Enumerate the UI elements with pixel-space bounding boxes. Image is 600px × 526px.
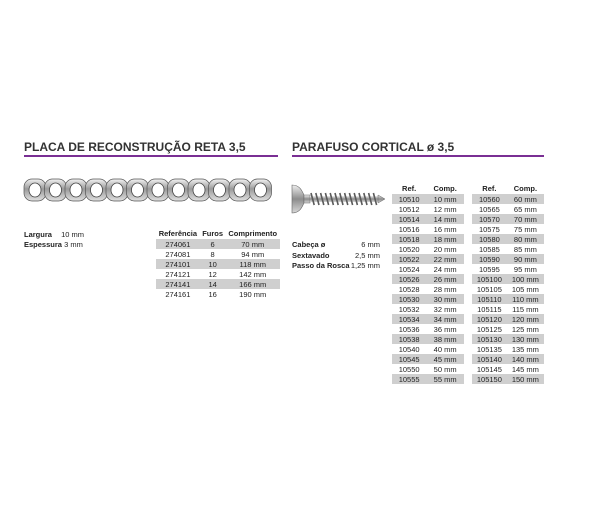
plate-spec-thickness <box>24 240 83 249</box>
screw-spec-hex-value: 2,5 mm <box>354 250 380 260</box>
screw-right-cell: 10570 <box>472 214 507 224</box>
screw-left-cell: 36 mm <box>433 324 457 334</box>
table-row <box>472 324 544 334</box>
screw-left-cell: 10534 <box>392 314 426 324</box>
plate-hole <box>152 183 164 197</box>
screw-left-cell: 10550 <box>398 364 420 374</box>
screw-right-cell: 80 mm <box>507 234 544 244</box>
screw-right-cell: 105 mm <box>511 284 539 294</box>
screw-right-cell: 150 mm <box>507 374 544 384</box>
screw-right-cell: 135 mm <box>511 344 539 354</box>
screw-right-cell: 110 mm <box>507 294 544 304</box>
screw-right-cell: 90 mm <box>507 254 544 264</box>
screw-right-cell: 105130 <box>472 334 507 344</box>
plate-table <box>156 228 280 299</box>
screw-right-col-ref: Ref. <box>482 184 497 193</box>
screw-right-cell: 140 mm <box>507 354 544 364</box>
table-row <box>156 289 280 299</box>
cortical-screw-image <box>290 183 386 215</box>
screw-spec-head-value: 6 mm <box>361 240 380 249</box>
screw-left-cell: 32 mm <box>433 304 457 314</box>
screw-right-cell: 10580 <box>472 234 507 244</box>
table-row <box>472 194 544 204</box>
screw-right-cell: 75 mm <box>513 224 537 234</box>
plate-table-cell: 190 mm <box>239 289 267 299</box>
plate-col-holes: Furos <box>202 229 224 238</box>
screw-left-cell: 10540 <box>398 344 420 354</box>
screw-spec-hex <box>292 251 380 262</box>
screw-right-cell: 10595 <box>478 264 500 274</box>
screw-left-col-ref: Ref. <box>402 184 417 193</box>
table-row <box>156 279 280 289</box>
screw-table-right <box>472 183 544 384</box>
screw-left-cell: 38 mm <box>426 334 464 344</box>
plate-table-cell: 274061 <box>156 239 200 249</box>
plate-hole <box>234 183 246 197</box>
screw-left-cell: 10516 <box>398 224 420 234</box>
screw-left-cell: 50 mm <box>433 364 457 374</box>
plate-table-cell: 118 mm <box>225 259 280 269</box>
plate-spec-width-value: 10 mm <box>61 230 85 239</box>
screw-left-cell: 10532 <box>398 304 420 314</box>
plate-table-cell: 166 mm <box>225 279 280 289</box>
plate-hole <box>29 183 41 197</box>
plate-col-reference: Referência <box>158 229 198 238</box>
plate-table-cell: 142 mm <box>239 269 267 279</box>
screw-right-cell: 60 mm <box>507 194 544 204</box>
plate-table-cell: 8 <box>210 249 215 259</box>
table-row <box>156 269 280 279</box>
screw-left-cell: 10 mm <box>426 194 464 204</box>
screw-title: PARAFUSO CORTICAL ø 3,5 <box>292 140 455 154</box>
screw-left-cell: 10524 <box>398 264 420 274</box>
table-row <box>472 234 544 244</box>
screw-left-cell: 16 mm <box>433 224 457 234</box>
screw-right-cell: 85 mm <box>513 244 537 254</box>
plate-hole <box>132 183 144 197</box>
table-row <box>156 259 280 269</box>
plate-spec-thickness-value: 3 mm <box>64 240 83 249</box>
screw-right-cell: 65 mm <box>513 204 537 214</box>
screw-right-cell: 125 mm <box>511 324 539 334</box>
table-row <box>156 239 280 249</box>
table-row <box>392 274 464 284</box>
screw-right-cell: 10590 <box>472 254 507 264</box>
screw-left-cell: 10520 <box>398 244 420 254</box>
screw-right-col-length: Comp. <box>513 184 538 193</box>
screw-left-cell: 14 mm <box>426 214 464 224</box>
screw-table-right-header <box>472 183 544 194</box>
screw-spec-head-label: Cabeça ø <box>292 240 326 249</box>
plate-table-cell: 274121 <box>165 269 191 279</box>
screw-left-cell: 12 mm <box>433 204 457 214</box>
table-row <box>156 249 280 259</box>
table-row <box>392 224 464 234</box>
plate-table-header <box>156 228 280 239</box>
screw-right-cell: 95 mm <box>513 264 537 274</box>
screw-right-cell: 145 mm <box>511 364 539 374</box>
screw-spec-pitch <box>292 261 380 272</box>
screw-left-cell: 28 mm <box>433 284 457 294</box>
plate-table-cell: 94 mm <box>241 249 265 259</box>
screw-spec-head <box>292 240 380 251</box>
plate-table-cell: 274081 <box>165 249 191 259</box>
screw-right-cell: 105145 <box>476 364 502 374</box>
table-row <box>392 304 464 314</box>
screw-right-cell: 10565 <box>478 204 500 214</box>
table-row <box>472 364 544 374</box>
screw-left-cell: 22 mm <box>426 254 464 264</box>
table-row <box>472 334 544 344</box>
screw-right-cell: 10575 <box>478 224 500 234</box>
table-row <box>392 374 464 384</box>
table-row <box>392 294 464 304</box>
plate-table-cell: 16 <box>208 289 217 299</box>
plate-hole <box>111 183 123 197</box>
screw-right-cell: 70 mm <box>507 214 544 224</box>
plate-table-cell: 274141 <box>156 279 200 289</box>
screw-right-cell: 10585 <box>478 244 500 254</box>
screw-table-left-header <box>392 183 464 194</box>
screw-right-cell: 105120 <box>472 314 507 324</box>
screw-right-cell: 105140 <box>472 354 507 364</box>
screw-spec-hex-label: Sextavado <box>292 250 330 260</box>
screw-right-cell: 10560 <box>472 194 507 204</box>
plate-spec-width-label: Largura <box>24 230 52 239</box>
plate-table-cell: 14 <box>200 279 226 289</box>
plate-table-cell: 6 <box>200 239 226 249</box>
plate-table-cell: 70 mm <box>225 239 280 249</box>
screw-left-cell: 10536 <box>398 324 420 334</box>
screw-left-cell: 10526 <box>392 274 426 284</box>
screw-right-cell: 105100 <box>472 274 507 284</box>
screw-left-cell: 10545 <box>392 354 426 364</box>
table-row <box>472 204 544 214</box>
screw-spec-pitch-label: Passo da Rosca <box>292 261 350 270</box>
table-row <box>472 314 544 324</box>
plate-hole <box>255 183 267 197</box>
screw-left-cell: 10510 <box>392 194 426 204</box>
plate-title-rule <box>24 155 278 157</box>
table-row <box>392 364 464 374</box>
table-row <box>472 254 544 264</box>
screw-left-cell: 10555 <box>392 374 426 384</box>
screw-right-cell: 105110 <box>472 294 507 304</box>
table-row <box>392 234 464 244</box>
screw-left-cell: 10522 <box>392 254 426 264</box>
plate-col-length: Comprimento <box>228 229 278 238</box>
table-row <box>472 354 544 364</box>
plate-table-cell: 10 <box>200 259 226 269</box>
screw-right-cell: 105125 <box>476 324 502 334</box>
table-row <box>392 244 464 254</box>
screw-left-cell: 10538 <box>392 334 426 344</box>
screw-right-cell: 105135 <box>476 344 502 354</box>
table-row <box>472 224 544 234</box>
plate-hole <box>91 183 103 197</box>
screw-right-cell: 105150 <box>472 374 507 384</box>
table-row <box>472 214 544 224</box>
table-row <box>472 264 544 274</box>
table-row <box>392 354 464 364</box>
screw-right-cell: 120 mm <box>507 314 544 324</box>
plate-spec-thickness-label: Espessura <box>24 240 62 249</box>
screw-left-cell: 10528 <box>398 284 420 294</box>
table-row <box>392 314 464 324</box>
screw-left-cell: 10518 <box>392 234 426 244</box>
screw-left-col-length: Comp. <box>433 184 457 193</box>
plate-table-cell: 274101 <box>156 259 200 269</box>
plate-title: PLACA DE RECONSTRUÇÃO RETA 3,5 <box>24 140 246 154</box>
table-row <box>472 294 544 304</box>
plate-hole <box>50 183 62 197</box>
screw-right-cell: 115 mm <box>512 304 539 314</box>
screw-left-cell: 18 mm <box>426 234 464 244</box>
table-row <box>392 254 464 264</box>
screw-title-rule <box>292 155 544 157</box>
table-row <box>472 374 544 384</box>
screw-right-cell: 105115 <box>477 304 502 314</box>
plate-hole <box>70 183 82 197</box>
table-row <box>392 194 464 204</box>
screw-left-cell: 55 mm <box>426 374 464 384</box>
table-row <box>472 344 544 354</box>
table-row <box>472 244 544 254</box>
screw-left-cell: 34 mm <box>426 314 464 324</box>
plate-table-cell: 274161 <box>165 289 191 299</box>
screw-shaft <box>310 196 378 202</box>
table-row <box>392 334 464 344</box>
screw-left-cell: 26 mm <box>426 274 464 284</box>
table-row <box>472 304 544 314</box>
plate-hole <box>214 183 226 197</box>
plate-spec-width <box>24 230 84 239</box>
plate-hole <box>193 183 205 197</box>
screw-left-cell: 10530 <box>392 294 426 304</box>
table-row <box>472 274 544 284</box>
screw-right-cell: 130 mm <box>507 334 544 344</box>
table-row <box>392 264 464 274</box>
screw-left-cell: 40 mm <box>433 344 457 354</box>
table-row <box>472 284 544 294</box>
screw-left-cell: 45 mm <box>426 354 464 364</box>
reconstruction-plate-image <box>22 175 284 205</box>
table-row <box>392 344 464 354</box>
screw-spec-pitch-value: 1,25 mm <box>350 261 380 270</box>
table-row <box>392 214 464 224</box>
screw-left-cell: 10514 <box>392 214 426 224</box>
screw-right-cell: 105105 <box>476 284 502 294</box>
plate-table-cell: 12 <box>208 269 217 279</box>
screw-left-cell: 10512 <box>398 204 420 214</box>
screw-right-cell: 100 mm <box>507 274 544 284</box>
screw-specs <box>292 240 380 272</box>
table-row <box>392 324 464 334</box>
table-row <box>392 204 464 214</box>
screw-left-cell: 20 mm <box>433 244 457 254</box>
plate-hole <box>173 183 185 197</box>
screw-table-left <box>392 183 464 384</box>
screw-left-cell: 30 mm <box>426 294 464 304</box>
table-row <box>392 284 464 294</box>
screw-left-cell: 24 mm <box>433 264 457 274</box>
